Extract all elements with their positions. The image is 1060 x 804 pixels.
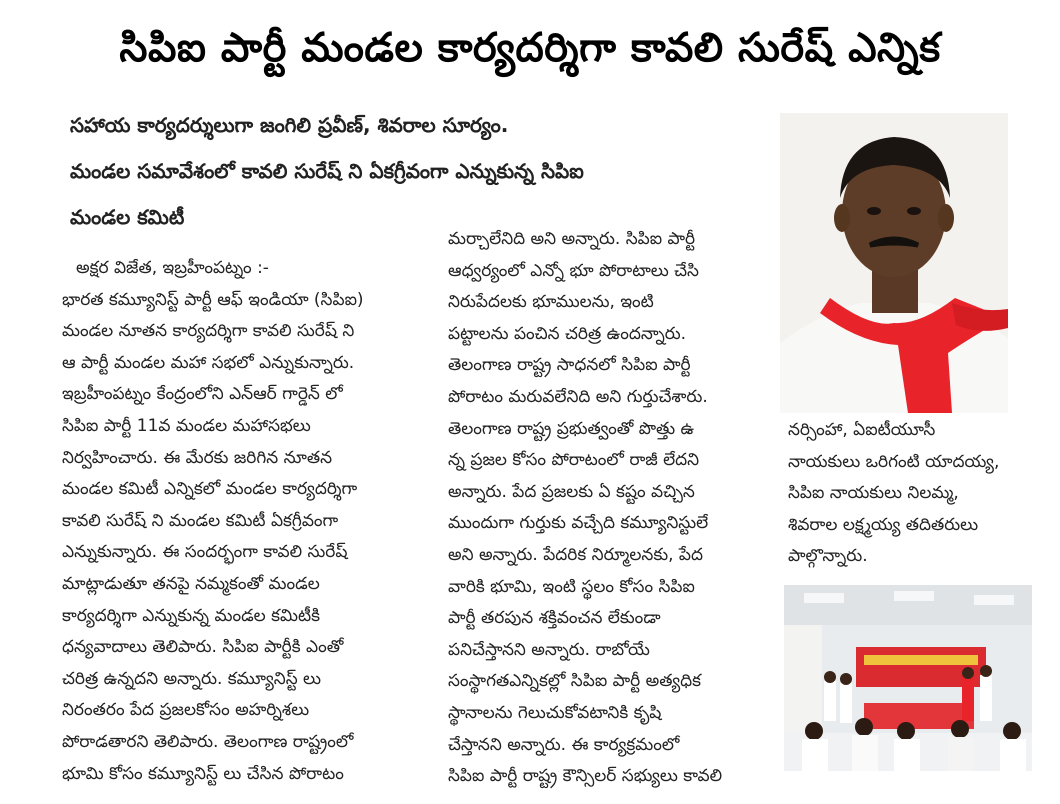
body-line: మండల కమిటీ ఎన్నికలో మండల కార్యదర్శిగా (62, 479, 358, 500)
body-line: సిపిఐ పార్టీ రాష్ట్ర కౌన్సిలర్ సభ్యులు కావలి (448, 766, 723, 787)
body-line: నిరంతరం పేద ప్రజలకోసం అహర్నిశలు (62, 700, 310, 721)
portrait-photo (780, 113, 1008, 413)
body-line: కార్యదర్శిగా ఎన్నుకున్న మండల కమిటీకి (62, 605, 320, 626)
body-line: అని అన్నారు. పేదరిక నిర్మూలనకు, పేద (448, 544, 703, 565)
body-line: పాల్గొన్నారు. (788, 546, 868, 567)
body-line: పార్టీ తరపున శక్తివంచన లేకుండా (448, 608, 661, 629)
body-line: నిర్వహించారు. ఈ మేరకు జరిగిన నూతన (62, 447, 333, 468)
body-line: ఆధ్వర్యంలో ఎన్నో భూ పోరాటాలు చేసి (448, 260, 699, 281)
headline: సిపిఐ పార్టీ మండల కార్యదర్శిగా కావలి సురేష్ ఎన్నిక (119, 25, 941, 71)
body-line: అన్నారు. పేద ప్రజలకు ఏ కష్టం వచ్చిన (448, 481, 695, 502)
body-line: కావలి సురేష్ ని మండల కమిటీ ఏకగ్రీవంగా (62, 510, 339, 531)
body-line: ముందుగా గుర్తుకు వచ్చేది కమ్యూనిస్టులే (448, 513, 709, 534)
body-line: తెలంగాణ రాష్ట్ర సాధనలో సిపిఐ పార్టీ (448, 355, 691, 376)
byline: అక్షర విజేత, ఇబ్రహీంపట్నం :- (76, 258, 269, 278)
subhead-line: మండల సమావేశంలో కావలి సురేష్ ని ఏకగ్రీవంగా ఎన్నుకున్న సిపిఐ (70, 159, 584, 183)
body-column-2 (448, 224, 760, 793)
meeting-photo (784, 585, 1032, 771)
body-line: స్థానాలను గెలుచుకోవటానికి కృషి (448, 702, 662, 723)
body-line: పోరాడతారని తెలిపారు. తెలంగాణ రాష్ట్రంలో (62, 731, 354, 752)
body-line: సిపిఐ నాయకులు నిలమ్మ, (788, 483, 959, 504)
body-line: వారికి భూమి, ఇంటి స్థలం కోసం సిపిఐ (448, 576, 695, 597)
body-line: మండల నూతన కార్యదర్శిగా కావలి సురేష్ ని (62, 321, 355, 342)
body-line: మర్చాలేనిది అని అన్నారు. సిపిఐ పార్టీ (448, 229, 696, 249)
subhead-line: సహాయ కార్యదర్శులుగా జంగిలి ప్రవీణ్, శివరాల సూర్యం. (70, 113, 509, 137)
body-column-3 (788, 415, 1033, 573)
body-line: పోరాటం మరువలేనిది అని గుర్తుచేశారు. (448, 386, 708, 407)
body-line: న్న ప్రజల కోసం పోరాటంలో రాజీ లేదని (448, 450, 700, 471)
body-line: ఎన్నుకున్నారు. ఈ సందర్భంగా కావలి సురేష్ (62, 542, 348, 563)
body-line: ఇబ్రహీంపట్నం కేంద్రంలోని ఎన్ఆర్ గార్డెన్ లో (62, 384, 343, 405)
subhead-line: మండల కమిటీ (70, 205, 185, 229)
body-line: పట్టాలను పంచిన చరిత్ర ఉందన్నారు. (448, 323, 687, 344)
body-line: నిరుపేదలకు భూములను, ఇంటి (448, 292, 654, 313)
body-line: చేస్తానని అన్నారు. ఈ కార్యక్రమంలో (448, 734, 680, 755)
body-line: సంస్థాగతఎన్నికల్లో సిపిఐ పార్టీ అత్యధిక (448, 671, 702, 692)
subheads (70, 102, 760, 240)
body-line: సిపిఐ పార్టీ 11వ మండల మహాసభలు (62, 415, 311, 436)
body-line: తెలంగాణ రాష్ట్ర ప్రభుత్వంతో పొత్తు ఉ (448, 418, 695, 439)
body-line: శివరాల లక్ష్మయ్య తదితరులు (788, 514, 979, 535)
body-line: మాట్లాడుతూ తనపై నమ్మకంతో మండల (62, 573, 320, 594)
body-line: ధన్యవాదాలు తెలిపారు. సిపిఐ పార్టీకి ఎంతో (62, 637, 344, 658)
body-line: నర్సింహా, ఏఐటీయూసీ (788, 420, 936, 440)
body-line: పనిచేస్తానని అన్నారు. రాబోయే (448, 639, 650, 660)
body-line: భూమి కోసం కమ్యూనిస్ట్ లు చేసిన పోరాటం (62, 763, 344, 784)
body-line: నాయకులు ఒరిగంటి యాదయ్య, (788, 451, 1000, 472)
body-column-1 (62, 253, 424, 790)
body-line: చరిత్ర ఉన్నదని అన్నారు. కమ్యూనిస్ట్ లు (62, 668, 321, 689)
body-line: భారత కమ్యూనిస్ట్ పార్టీ ఆఫ్ ఇండియా (సిపిఐ) (62, 289, 364, 310)
body-line: ఆ పార్టీ మండల మహా సభలో ఎన్నుకున్నారు. (62, 352, 355, 373)
